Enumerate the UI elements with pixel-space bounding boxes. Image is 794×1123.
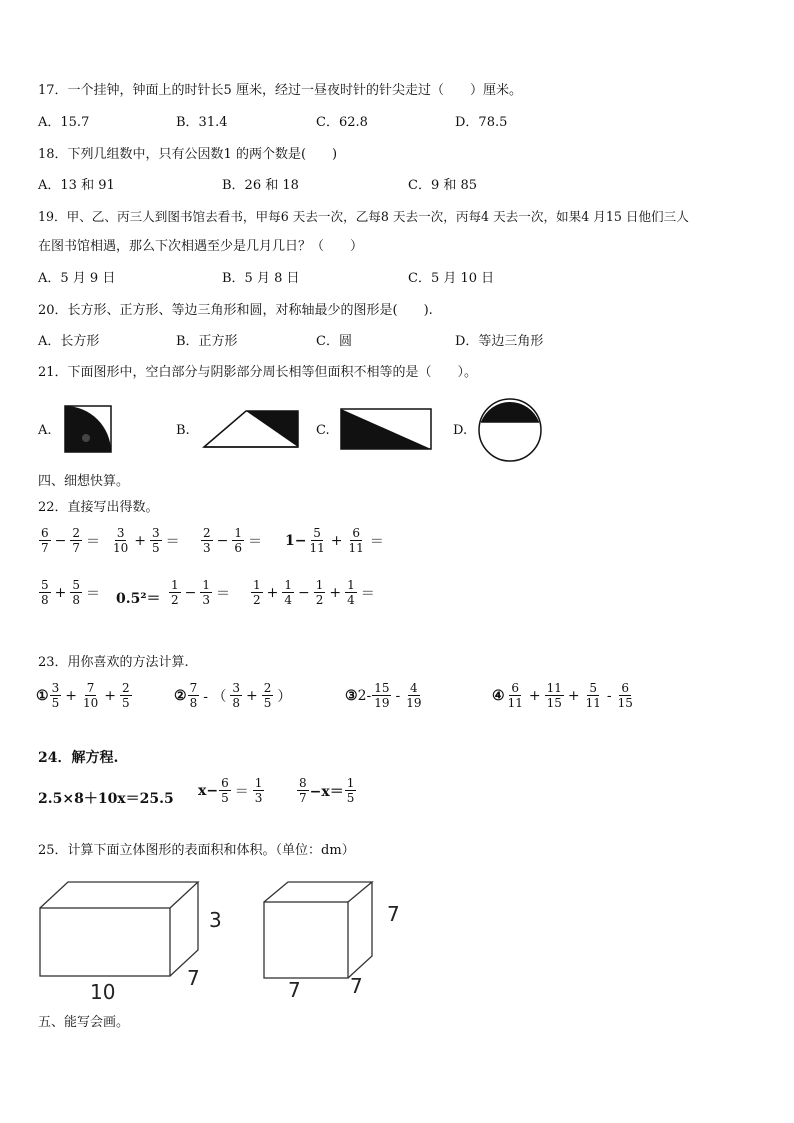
fraction: $\frac{5}{8}$ [72, 578, 81, 607]
fraction: $\frac{8}{7}$ [299, 776, 307, 805]
q23-text: 23．用你喜欢的方法计算. [38, 655, 189, 670]
fraction: $\frac{3}{5}$ [51, 681, 60, 710]
q17-option-a[interactable]: A．15.7 [38, 115, 90, 130]
fraction: $\frac{6}{15}$ [617, 681, 633, 710]
fraction: $\frac{6}{11}$ [348, 526, 364, 555]
q21-option-a[interactable]: A. [38, 423, 52, 438]
q22-expr-7: $\frac{1}{2}$ − $\frac{1}{3}$ ＝ [171, 578, 231, 607]
fraction: $\frac{1}{3}$ [202, 578, 211, 607]
q25-text: 25．计算下面立体图形的表面积和体积。（单位：dm） [38, 843, 355, 858]
fraction: $\frac{11}{15}$ [546, 681, 562, 710]
q18-text: 18．下列几组数中，只有公因数1 的两个数是( ) [38, 147, 338, 162]
q25-cube-height: 7 [387, 902, 400, 926]
q25-cube-width: 7 [350, 974, 363, 998]
q19-option-a[interactable]: A．5 月 9 日 [38, 271, 116, 286]
fraction: $\frac{6}{5}$ [221, 776, 229, 805]
fraction: $\frac{2}{3}$ [203, 526, 211, 555]
q20-option-c[interactable]: C．圆 [316, 334, 352, 349]
fraction: $\frac{1}{2}$ [315, 578, 324, 607]
q22-expr-6: 0.5²＝ [116, 591, 161, 607]
fraction: $\frac{15}{19}$ [374, 681, 390, 710]
q18-option-c[interactable]: C．9 和 85 [408, 178, 478, 193]
q19-option-b[interactable]: B．5 月 8 日 [222, 271, 300, 286]
q24-equation-1: 2.5×8＋10x＝25.5 [38, 791, 174, 807]
fraction: $\frac{7}{8}$ [189, 681, 198, 710]
fraction: $\frac{5}{8}$ [41, 578, 49, 607]
q17-option-d[interactable]: D．78.5 [455, 115, 508, 130]
fraction: $\frac{1}{2}$ [171, 578, 179, 607]
fraction: $\frac{7}{10}$ [82, 681, 99, 710]
q25-cuboid [38, 880, 203, 980]
q20-text: 20．长方形、正方形、等边三角形和圆，对称轴最少的图形是( ). [38, 303, 433, 318]
q24-equation-2: x− $\frac{6}{5}$ ＝ $\frac{1}{3}$ [198, 776, 263, 805]
fraction: $\frac{2}{5}$ [263, 681, 272, 710]
q25-cuboid-length: 10 [90, 980, 116, 1004]
q22-expr-5: $\frac{5}{8}$ + $\frac{5}{8}$ ＝ [41, 578, 101, 607]
q22-expr-3: $\frac{2}{3}$ − $\frac{1}{6}$ ＝ [203, 526, 263, 555]
q20-option-d[interactable]: D．等边三角形 [455, 334, 544, 349]
q23-item-1: ① $\frac{3}{5}$ + $\frac{7}{10}$ + $\frac{2}{5}$ [36, 681, 130, 710]
fraction: $\frac{5}{11}$ [309, 526, 325, 555]
fraction: $\frac{2}{7}$ [72, 526, 81, 555]
q21-figure-a [64, 405, 112, 453]
q23-item-4: ④ $\frac{6}{11}$ + $\frac{11}{15}$ + $\frac{5}{11}$ - $\frac{6}{15}$ [492, 681, 633, 710]
q25-cuboid-height: 3 [209, 908, 222, 932]
fraction: $\frac{1}{6}$ [234, 526, 243, 555]
q24-text: 24．解方程. [38, 750, 119, 766]
fraction: $\frac{5}{11}$ [585, 681, 601, 710]
q22-expr-8: $\frac{1}{2}$ + $\frac{1}{4}$ − $\frac{1}{2}$ + $\frac{1}{4}$ ＝ [253, 578, 375, 607]
fraction: $\frac{1}{4}$ [284, 578, 293, 607]
q21-figure-b [202, 409, 300, 449]
q21-option-b[interactable]: B. [176, 423, 190, 438]
q19-text-line2: 在图书馆相遇，那么下次相遇至少是几月几日？（ ） [38, 239, 364, 254]
q21-figure-c [340, 408, 432, 450]
q22-expr-1: $\frac{6}{7}$ − $\frac{2}{7}$ ＝ [41, 526, 101, 555]
section-4-heading: 四、细想快算。 [38, 474, 130, 489]
fraction: $\frac{4}{19}$ [406, 681, 422, 710]
q21-text: 21．下面图形中，空白部分与阴影部分周长相等但面积不相等的是（ ）。 [38, 365, 478, 380]
q22-expr-2: $\frac{3}{10}$ + $\frac{3}{5}$ ＝ [113, 526, 180, 555]
q25-cube-length: 7 [288, 978, 301, 1002]
fraction: $\frac{3}{8}$ [232, 681, 241, 710]
fraction: $\frac{6}{7}$ [41, 526, 49, 555]
q21-option-c[interactable]: C. [316, 423, 330, 438]
q21-figure-d [477, 397, 543, 463]
section-5-heading: 五、能写会画。 [38, 1015, 130, 1030]
q18-option-a[interactable]: A．13 和 91 [38, 178, 115, 193]
q18-option-b[interactable]: B．26 和 18 [222, 178, 299, 193]
fraction: $\frac{1}{4}$ [347, 578, 355, 607]
fraction: $\frac{6}{11}$ [507, 681, 523, 710]
q17-option-b[interactable]: B．31.4 [176, 115, 228, 130]
q19-text-line1: 19．甲、乙、丙三人到图书馆去看书，甲每6 天去一次，乙每8 天去一次，丙每4 天去一次，如果4 月15 日他们三人 [38, 209, 689, 224]
fraction: $\frac{1}{3}$ [254, 776, 263, 805]
fraction: $\frac{1}{2}$ [253, 578, 261, 607]
q17-option-c[interactable]: C．62.8 [316, 115, 368, 130]
fraction: $\frac{3}{10}$ [113, 526, 129, 555]
q20-option-b[interactable]: B．正方形 [176, 334, 238, 349]
q24-equation-3: $\frac{8}{7}$ −x＝ $\frac{1}{5}$ [299, 776, 355, 805]
q21-option-d[interactable]: D. [453, 423, 468, 438]
fraction: $\frac{1}{5}$ [346, 776, 355, 805]
fraction: $\frac{3}{5}$ [152, 526, 160, 555]
q25-cuboid-width: 7 [187, 966, 200, 990]
q17-text: 17．一个挂钟，钟面上的时针长5 厘米，经过一昼夜时针的针尖走过（ ）厘米。 [38, 83, 522, 98]
fraction: $\frac{2}{5}$ [121, 681, 130, 710]
q19-option-c[interactable]: C．5 月 10 日 [408, 271, 495, 286]
q22-expr-4: 1− $\frac{5}{11}$ + $\frac{6}{11}$ ＝ [285, 526, 384, 555]
q23-item-3: ③ 2- $\frac{15}{19}$ - $\frac{4}{19}$ [345, 681, 422, 710]
q25-cube [262, 880, 377, 980]
q23-item-2: ② $\frac{7}{8}$ - （ $\frac{3}{8}$ + $\frac{2}{5}$ ） [174, 681, 292, 710]
q22-text: 22．直接写出得数。 [38, 500, 159, 515]
q20-option-a[interactable]: A．长方形 [38, 334, 100, 349]
